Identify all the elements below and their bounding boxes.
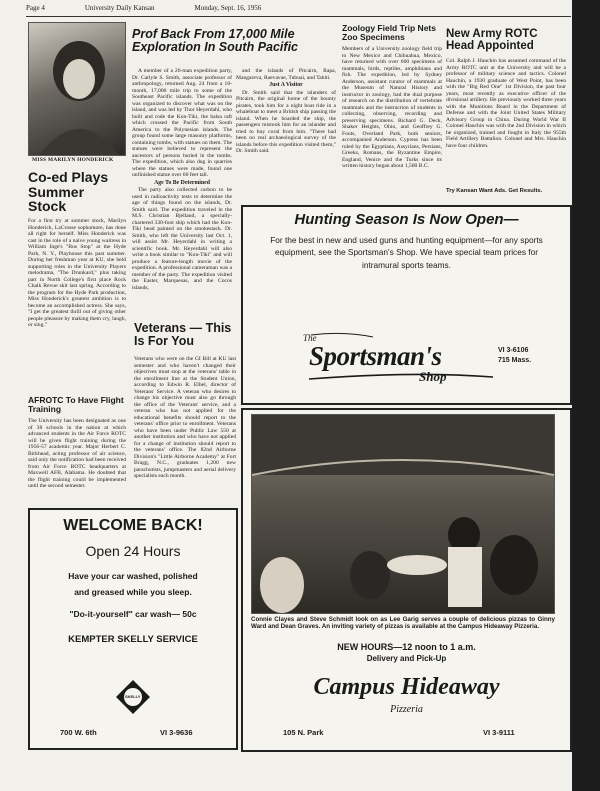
sportsman-ad: [241, 205, 572, 405]
honderick-headline: Co-ed Plays Summer Stock: [28, 169, 109, 215]
pacific-headline: Prof Back From 17,000 Mile Exploration In South Pacific: [132, 27, 298, 55]
kempter-line-2: and greased while you sleep.: [74, 586, 192, 597]
zoology-body: Members of a University zoology field trip to New Mexico and Chihuahua, Mexico, have returned with over 600 specimens of mammals, birds, reptiles, amphibians and fish. The expedition, led by Sydney Anderson, assistant curator of mammals at the Museum of Natural History and instructor in zoology, had the dual purpose of research on the distribution of vertebrate mammals and the instruction of students in collecting, observing, recording and preserving specimens. Richard G. Deck, Shaker Heights, Ohio, and Geoffrey G. Fouts, Overland Park, both seniors, accompanied Anderson. Cypress has been ruled by the Egyptians, Assyrians, Persians, Greeks, Romans, the Byzantine Empire, England, Venice and the Turks since its written history began about 1,500 B.C.: [342, 46, 442, 169]
pacific-col2-text: and the islands of Pitcairn, Rapa, Mangareva, Raevavae, Tubuai, and Tahiti.: [236, 68, 336, 81]
pizza-hours: NEW HOURS—12 noon to 1 a.m.: [337, 642, 476, 652]
portrait-silhouette: [29, 23, 125, 155]
sportsman-address: 715 Mass.: [498, 357, 532, 364]
kempter-diy-price: 50c: [182, 608, 197, 619]
kempter-diy-label: "Do-it-yourself" car wash—: [69, 608, 180, 619]
sportsman-headline: Hunting Season Is Now Open—: [294, 211, 519, 228]
sportsman-logo-the: The: [303, 333, 317, 343]
rotc-tagline: Try Kansan Want Ads. Get Results.: [446, 188, 543, 194]
page-number: Page 4: [26, 4, 45, 12]
sportsman-logo-shop: Shop: [419, 369, 447, 384]
pacific-col1b-text: The party also collected carbon to be used in radioactivity tests to determine the age of things found on the islands, Dr. Smith said. The expedition traveled in the M.S. Christian Bjelland, a specially-chartered 330-foot ship which had the Kon-Tiki head painted on the smokestack. Dr. Smith, who left the University last Oct. 1, will assist Mr. Heyerdahl in writing a scientific book. Mr. Heyerdahl will also write a book similar to "Kon-Tiki" and will produce a feature-length movie of the expedition. A professional cameraman was a member of the party. The expedition visited the Easter, Marquesas, and the Cocos islands,: [132, 187, 232, 291]
sportsman-logo: Sportsman's: [309, 341, 442, 371]
kempter-line-1: Have your car washed, polished: [68, 570, 198, 581]
skelly-logo-text: SKELLY: [125, 694, 141, 699]
pizza-ad: [241, 408, 572, 752]
pacific-subhed-1: Age To Be Determined: [154, 179, 210, 186]
veterans-body: Veterans who were on the GI Bill at KU last semester and who haven't changed their objectives must stop at the veterans' table in the enrollment line at the Student Union, according to Edwin R. Elbel, director of Veterans' Service. A veteran who desires to change his objective must also go through the office of the Veterans' service, and a veteran who has not applied for the educational benefits should report to the veterans' office prior to enrollment. Veterans who have been under Public Law 550 at another institution and who have not applied for a change of institution should report to the veterans' office. The 82nd Airborne Division's "Little Airborne Academy" at Fort Bragg, N.C., graduates 1,200 new parachutists, jumpmasters and aerial delivery specialists each month.: [134, 356, 236, 479]
pizza-caption: Connie Clayes and Steve Schmidt look on as Lee Garig serves a couple of delicious pizzas to Ginny Ward and Dean Graves. An inviting variety of pizzas is available at the Campus Hideaway Pizzeria.: [251, 616, 555, 631]
zoology-headline: Zoology Field Trip Nets Zoo Specimens: [342, 23, 436, 42]
paper-name: University Daily Kansan: [84, 4, 155, 12]
pizza-phone: VI 3-9111: [483, 728, 515, 737]
pacific-col1-text: A member of a 26-man expedition party, Dr. Carlyle S. Smith, associate professor of anthropology, returned Aug. 24 from a 10-month, 17,000 mile trip to some of the Southeast Pacific islands. The expedition was organized to discover what was on the island, and was led by Thor Heyerdahl, who built and rode the Kon-Tiki, the balsa raft which crossed the Pacific from South America to the Polynesian islands. The group found some large masonry platforms, containing tombs, with statues on them. The statues were believed to represent the ancestors of persons buried in the tombs. The expedition, which also dug in quarries where the statues were made, found one unfinished statue over 60 feet tall.: [132, 68, 232, 178]
pacific-subhed-2: Just A Visitor: [269, 82, 303, 88]
pacific-col2: [236, 68, 336, 196]
honderick-caption: MISS MARILYN HONDERICK: [32, 157, 114, 163]
adjacent-page-edge: [572, 0, 600, 791]
issue-date: Monday, Sept. 16, 1956: [194, 4, 262, 12]
kempter-address: 700 W. 6th: [60, 728, 97, 737]
honderick-body: For a first try at summer stock, Marilyn Honderick, LaCrosse sophomore, has done all right for herself. Miss Honderick was cast in the role of a naive young waitress in William Inge's "Bus Stop" at the Hyde Park, N. Y., Playhouse this past summer. During her freshman year at KU, she held supporting roles in the University Players melodrama, "The Drunkard," plus taking part in North College's first place Rock Chalk Revue skit last spring. According to the program for the Hyde Park production, Miss Honderick's greatest ambition is to become an accomplished actress. She says, "I get the greatest thrill out of giving other people pleasure by making them cry, laugh, or sing.": [28, 218, 126, 328]
afrotc-body: The University has been designated as one of 38 schools in the nation at which advanced students in the Air Force ROTC will be given flight training during the 1956-57 academic year. Major Herbert C. Birkhead, acting professor of air science, said only the notification had been received from Air Force ROTC headquarters at Maxwell AFB, Alabama. He doubted that the flight training could be implemented until the second semester.: [28, 418, 126, 489]
sportsman-logo-swash: [303, 327, 503, 387]
pizza-name: Campus Hideaway: [313, 674, 500, 700]
pizza-photo-scene: [252, 415, 554, 613]
pacific-col2b-text: Dr. Smith said that the islanders of Pitcairn, the original home of the bounty pirates, took him for a night boat ride in a whaleboat to meet a British ship passing the island. When he boarded the ship, the passengers mistook him for an islander and tried to buy coral from him. "There had been no real archaeological survey of the islands before this expedition visited them," Dr. Smith said.: [236, 89, 336, 154]
kempter-diy: [30, 609, 236, 619]
pizza-sub: Pizzeria: [390, 704, 423, 715]
honderick-photo: [28, 22, 126, 156]
pizza-photo: [251, 414, 555, 614]
kempter-name: KEMPTER SKELLY SERVICE: [68, 633, 198, 645]
kempter-headline: WELCOME BACK!: [63, 517, 203, 534]
skelly-logo: [116, 680, 150, 714]
veterans-headline: Veterans — This Is For You: [134, 321, 232, 349]
sportsman-body: For the best in new and used guns and hunting equipment—for any sports equipment, see the Sportsman's Shop. We have special team prices for intramural sports teams.: [270, 234, 543, 270]
rotc-body: Col. Ralph J. Hauchin has assumed command of the Army ROTC unit at the University and will be a professor of military science and tactics. Colonel Hauchin, a 1930 graduate of West Point, has been with the "Big Red One" 1st Division, the past four years, most recently as executive officer of the divisional artillery. He previously worked three years with the Munitions Board in the Department of Defense and with the Joint United States Military Advisory Group in China. During World War II Colonel Hauchin was with the 2nd Division in which he organized, trained and fought in Italy the 955th Field Artillery Battalion. Colonel and Mrs. Hauchin have four children.: [446, 58, 566, 149]
kempter-ad: [28, 508, 238, 750]
masthead: [26, 4, 571, 17]
pizza-address: 105 N. Park: [283, 728, 324, 737]
sportsman-phone: VI 3-6106: [498, 347, 529, 354]
kempter-hours: Open 24 Hours: [85, 542, 181, 559]
rotc-headline: New Army ROTC Head Appointed: [446, 28, 538, 53]
pizza-delivery: Delivery and Pick-Up: [366, 654, 447, 663]
afrotc-headline: AFROTC To Have Flight Training: [28, 395, 124, 414]
kempter-phone: VI 3-9636: [160, 728, 193, 737]
pacific-col1: [132, 68, 232, 320]
